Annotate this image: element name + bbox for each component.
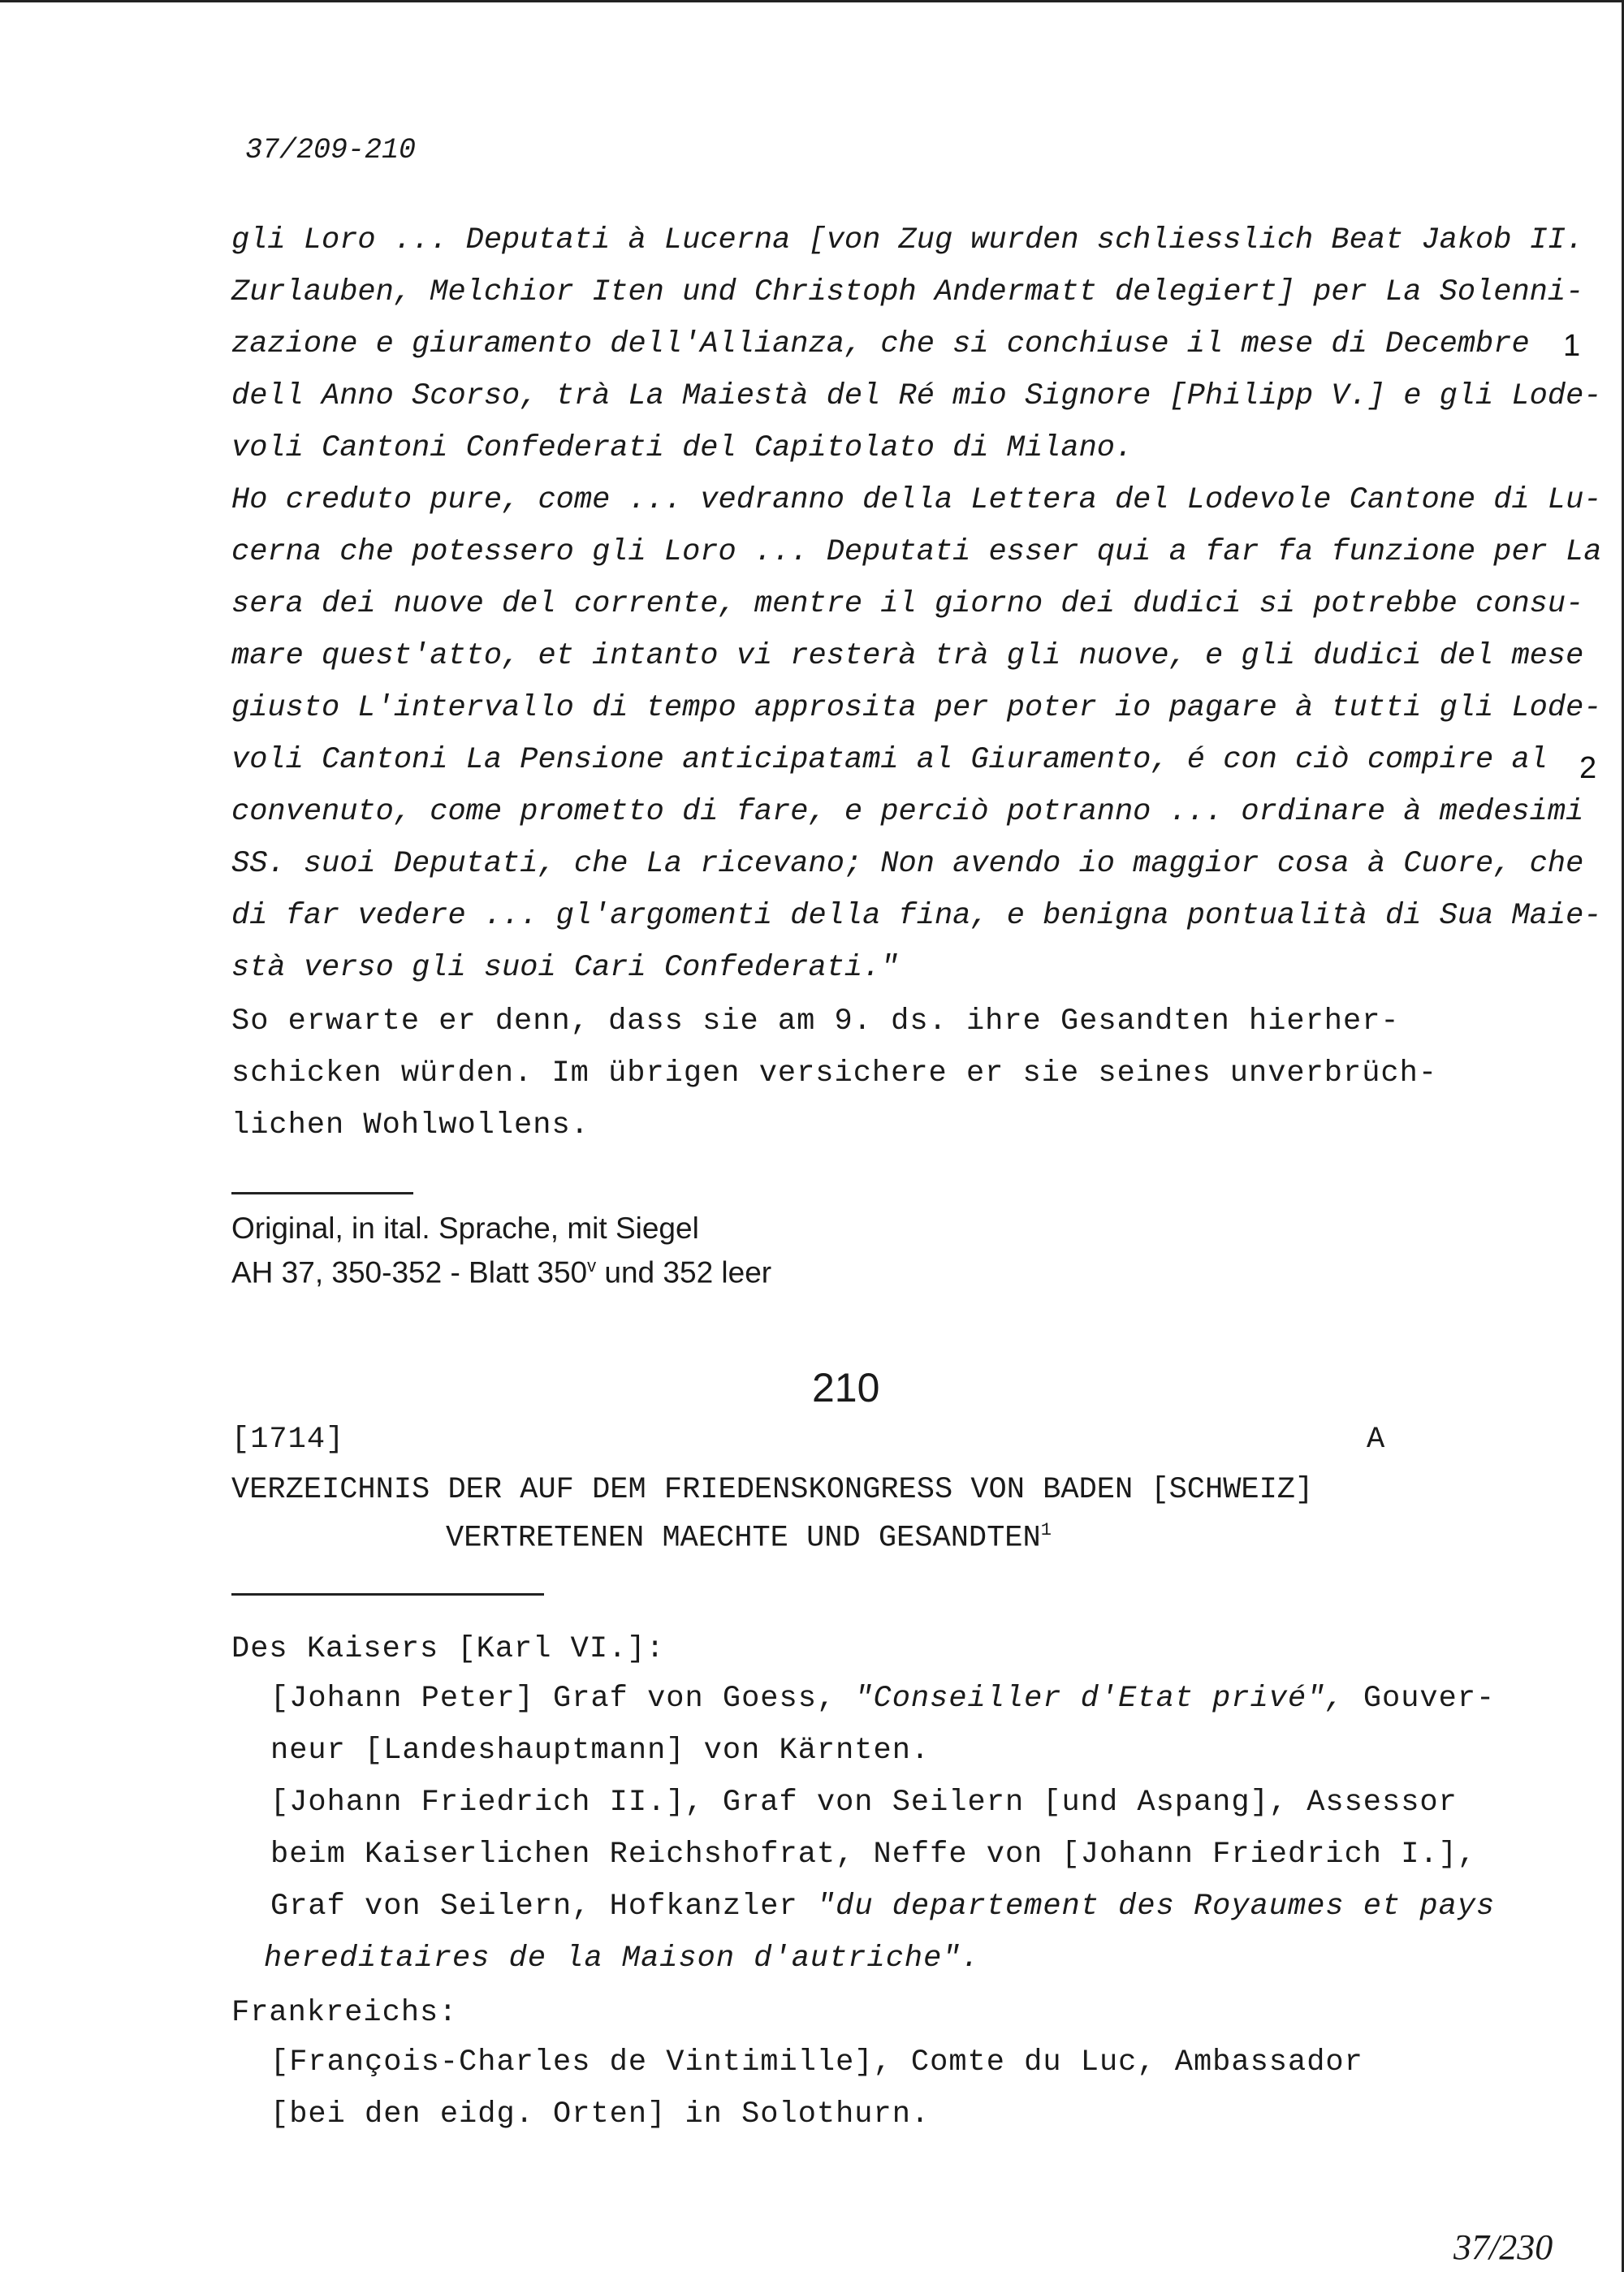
text-line: gli Loro ... Deputati à Lucerna [von Zug wurden schliesslich Beat Jakob II.: [231, 223, 1584, 257]
document-number: 210: [812, 1365, 880, 1410]
entry-text: Graf von Seilern, Hofkanzler: [270, 1890, 817, 1924]
entry-quote: "Conseiller d'Etat privé",: [854, 1682, 1345, 1716]
entry-line: beim Kaiserlichen Reichshofrat, Neffe von [Johann Friedrich I.],: [270, 1838, 1477, 1872]
italian-quote-block: [231, 214, 1602, 994]
source-line-2-suffix: und 352 leer: [596, 1255, 772, 1289]
text-line: Ho creduto pure, come ... vedranno della Lettera del Lodevole Cantone di Lu-: [231, 483, 1602, 517]
entry-text: [Johann Peter] Graf von Goess,: [270, 1682, 855, 1716]
page-stamp: 37/230: [1453, 2227, 1553, 2267]
text-line: So erwarte er denn, dass sie am 9. ds. ihre Gesandten hierher-: [231, 1004, 1400, 1039]
title-line-2-wrap: [231, 1510, 1313, 1558]
france-entries: [270, 2037, 1537, 2140]
text-line: zazione e giuramento dell'Allianza, che si conchiuse il mese di Decembre: [231, 327, 1530, 361]
source-note: [231, 1210, 1498, 1291]
text-line: SS. suoi Deputati, che La ricevano; Non avendo io maggior cosa à Cuore, che: [231, 847, 1584, 881]
entry-line: [270, 1673, 1537, 1725]
text-line: stà verso gli suoi Cari Confederati.": [231, 951, 899, 985]
source-line-1: Original, in ital. Sprache, mit Siegel: [231, 1212, 699, 1245]
entry-line: [Johann Friedrich II.], Graf von Seilern [und Aspang], Assessor: [270, 1786, 1458, 1820]
title-line-2: VERTRETENEN MAECHTE UND GESANDTEN: [446, 1521, 1041, 1556]
text-line: lichen Wohlwollens.: [231, 1108, 590, 1142]
document-letter: A: [1367, 1423, 1385, 1457]
entry-line: hereditaires de la Maison d'autriche".: [264, 1942, 980, 1976]
text-line: dell Anno Scorso, trà La Maiestà del Ré mio Signore [Philipp V.] e gli Lode-: [231, 379, 1602, 413]
entry-text: Gouver-: [1344, 1682, 1496, 1716]
text-line: schicken würden. Im übrigen versichere er sie seines unverbrüch-: [231, 1056, 1438, 1091]
text-line: voli Cantoni La Pensione anticipatami al Giuramento, é con ciò compire al: [231, 743, 1548, 777]
text-line: voli Cantoni Confederati del Capitolato di Milano.: [231, 431, 1134, 465]
text-line: sera dei nuove del corrente, mentre il giorno dei dudici si potrebbe consu-: [231, 587, 1584, 621]
text-line: mare quest'atto, et intanto vi resterà trà gli nuove, e gli dudici del mese: [231, 639, 1584, 673]
emperor-entries: [264, 1673, 1537, 1985]
section-divider: [231, 1593, 544, 1596]
german-summary-block: [231, 996, 1498, 1151]
margin-note-1: 1: [1563, 329, 1581, 363]
title-footnote-marker: 1: [1040, 1520, 1052, 1540]
title-line-1: VERZEICHNIS DER AUF DEM FRIEDENSKONGRESS VON BADEN [SCHWEIZ]: [231, 1473, 1314, 1507]
entry-line: neur [Landeshauptmann] von Kärnten.: [270, 1734, 931, 1768]
entry-line: [270, 1881, 1537, 1933]
heading-emperor: Des Kaisers [Karl VI.]:: [231, 1632, 665, 1666]
document-date: [1714]: [231, 1423, 345, 1457]
heading-france: Frankreichs:: [231, 1996, 458, 2030]
entry-line: [François-Charles de Vintimille], Comte du Luc, Ambassador: [270, 2045, 1363, 2080]
source-line-2-prefix: AH 37, 350-352 - Blatt 350: [231, 1255, 588, 1289]
text-line: convenuto, come prometto di fare, e perciò potranno ... ordinare à medesimi: [231, 795, 1584, 829]
text-line: giusto L'intervallo di tempo approsita per poter io pagare à tutti gli Lode-: [231, 691, 1602, 725]
entry-line: [bei den eidg. Orten] in Solothurn.: [270, 2097, 931, 2132]
text-line: di far vedere ... gl'argomenti della fina, e benigna pontualità di Sua Maie-: [231, 899, 1602, 933]
document-reference: 37/209-210: [245, 134, 417, 166]
page-border-top: [0, 0, 1624, 2]
footnote-divider: [231, 1192, 413, 1194]
text-line: Zurlauben, Melchior Iten und Christoph Andermatt delegiert] per La Solenni-: [231, 275, 1584, 309]
text-line: cerna che potessero gli Loro ... Deputati esser qui a far fa funzione per La: [231, 535, 1602, 569]
document-title: [231, 1470, 1313, 1558]
source-line-2: [231, 1247, 1498, 1291]
verso-superscript: v: [587, 1255, 597, 1276]
entry-quote: "du departement des Royaumes et pays: [816, 1890, 1496, 1924]
margin-note-2: 2: [1579, 751, 1597, 785]
